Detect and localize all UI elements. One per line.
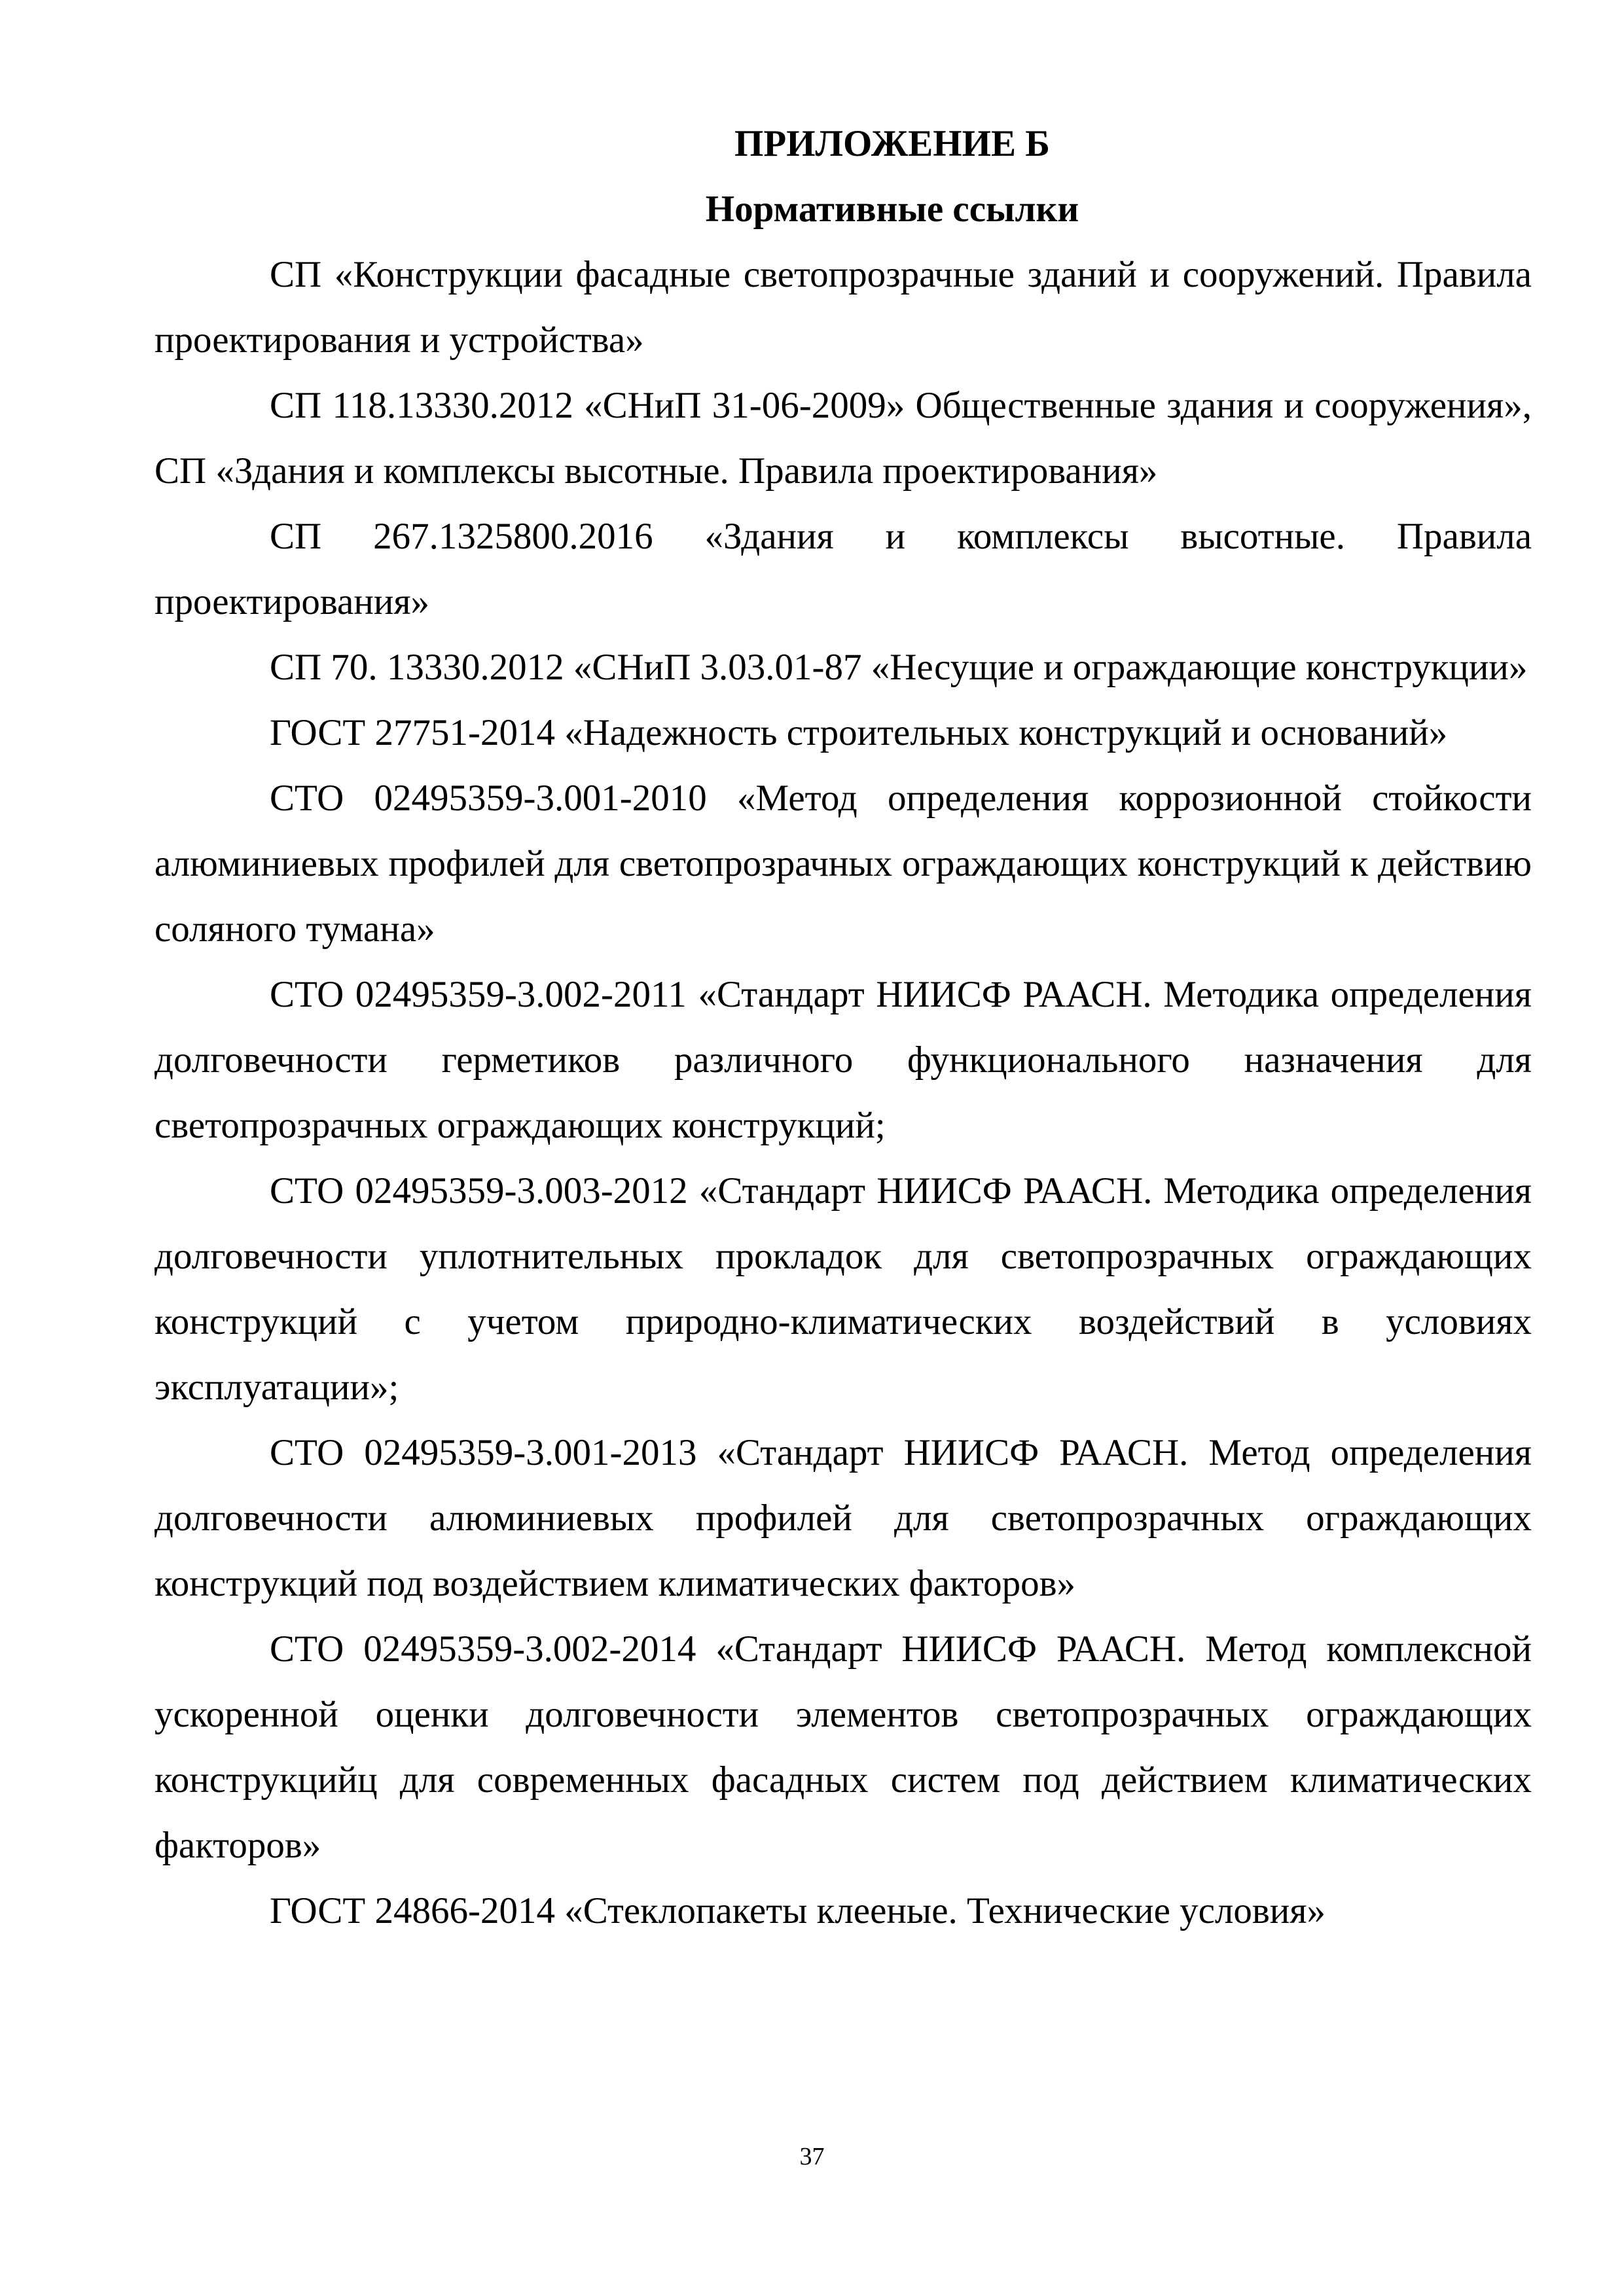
reference-item: СТО 02495359-3.002-2014 «Стандарт НИИСФ РААСН. Метод комплексной ускоренной оценки долговечности элементов светопрозрачных ограждающих конструкцийц для современных фасадных систем под действием климатических факторов»	[154, 1628, 1532, 1866]
reference-item: СТО 02495359-3.001-2013 «Стандарт НИИСФ РААСН. Метод определения долговечности алюминиевых профилей для светопрозрачных ограждающих конструкций под воздействием климатических факторов»	[154, 1432, 1532, 1604]
document-page	[154, 111, 1532, 1944]
reference-item: СП 70. 13330.2012 «СНиП 3.03.01-87 «Несущие и ограждающие конструкции»	[270, 647, 1528, 688]
reference-item: СП 267.1325800.2016 «Здания и комплексы высотные. Правила проектирования»	[154, 516, 1532, 622]
appendix-title: ПРИЛОЖЕНИЕ Б	[734, 123, 1050, 164]
reference-list	[154, 242, 1532, 1944]
reference-item: ГОСТ 27751-2014 «Надежность строительных конструкций и оснований»	[270, 712, 1448, 753]
reference-item: СТО 02495359-3.003-2012 «Стандарт НИИСФ РААСН. Методика определения долговечности уплотнительных прокладок для светопрозрачных ограждающих конструкций с учетом природно-климатических воздействий в условиях эксплуатации»;	[154, 1170, 1532, 1408]
reference-item: СТО 02495359-3.002-2011 «Стандарт НИИСФ РААСН. Методика определения долговечности герметиков различного функционального назначения для светопрозрачных ограждающих конструкций;	[154, 974, 1532, 1146]
reference-item: СТО 02495359-3.001-2010 «Метод определения коррозионной стойкости алюминиевых профилей для светопрозрачных ограждающих конструкций к действию соляного тумана»	[154, 778, 1532, 950]
reference-item: СП «Конструкции фасадные светопрозрачные зданий и сооружений. Правила проектирования и устройства»	[154, 254, 1532, 361]
reference-item: СП 118.13330.2012 «СНиП 31-06-2009» Общественные здания и сооружения», СП «Здания и комплексы высотные. Правила проектирования»	[154, 385, 1532, 492]
reference-item: ГОСТ 24866-2014 «Стеклопакеты клееные. Технические условия»	[270, 1890, 1326, 1931]
appendix-subtitle: Нормативные ссылки	[705, 188, 1079, 230]
page-number: 37	[799, 2143, 825, 2170]
